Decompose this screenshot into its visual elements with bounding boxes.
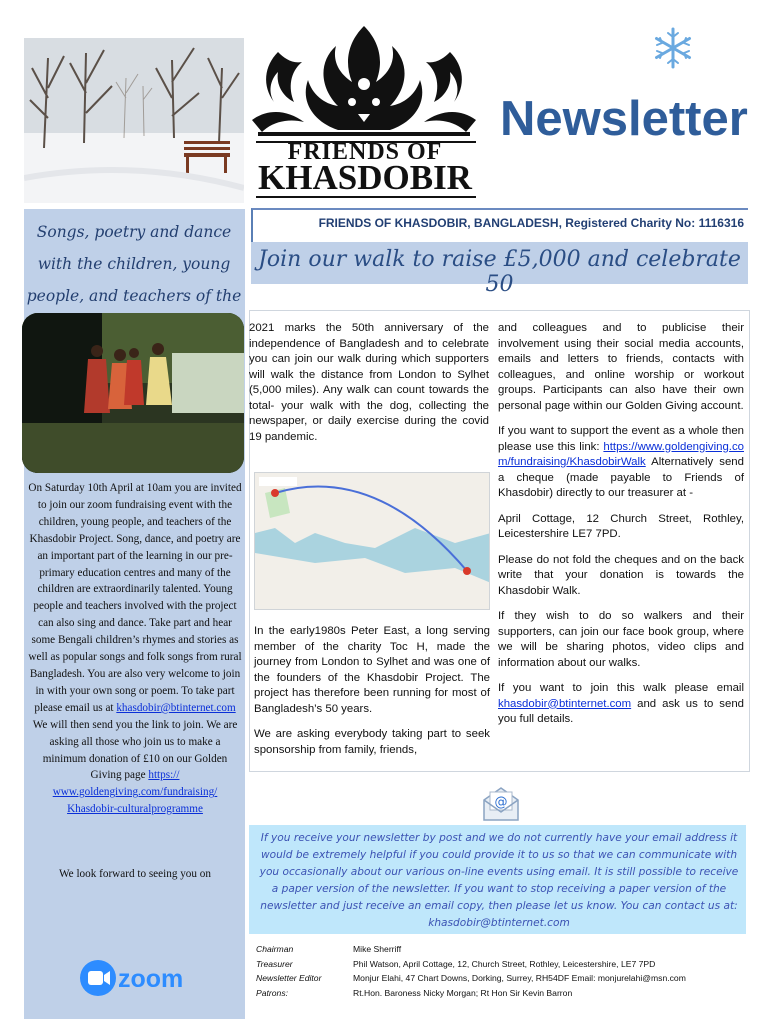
svg-text:@: @ (494, 795, 508, 810)
officer-role: Newsletter Editor (256, 973, 322, 983)
article-paragraph: In the early1980s Peter East, a long serving member of the charity Toc H, made the journey from London to Sylhet and was one of the founders of the Khasdobir Project. The project has therefore been running for most of Bangladesh’s 50 years. (254, 625, 490, 715)
officer-row (256, 957, 746, 972)
officer-name: Mike Sherriff (353, 944, 402, 954)
email-notice-text: If you receive your newsletter by post and we do not currently have your email address it would be extremely helpful if you could provide it to us so that we can communicate with you occasionally about our various on-line events using email. It is still possible to receive a paper version of the newsletter. If you want to stop receiving a paper version of the newsletter and just receive an email copy, then please let us know. You can contact us at: khasdobir@btinternet.com (259, 832, 739, 930)
golden-giving-link-part2[interactable]: www.goldengiving.com/fundraising/ (52, 786, 218, 799)
officer-row (256, 942, 746, 957)
article-column-left-top (249, 321, 489, 455)
officer-role: Patrons: (256, 987, 289, 998)
article-paragraph: Please do not fold the cheques and on the back write that your donation is towards the Khasdobir Walk. (498, 553, 744, 597)
join-text: If you want to join this walk please email (498, 682, 744, 694)
article-paragraph (498, 424, 744, 502)
officer-name: Phil Watson, April Cottage, 12, Church Street, Rothley, Leicestershire, LE7 7PD (353, 958, 656, 969)
email-icon (478, 784, 524, 824)
cheque-text: Alternatively send a cheque (made payable to Friends of Khasdobir) directly to our treasurer at - (498, 456, 744, 499)
golden-giving-link-part1[interactable]: https:// (148, 769, 180, 782)
logo-text-khasdobir: KHASDOBIR (258, 158, 472, 197)
left-event-text (28, 480, 242, 818)
left-body-part1: On Saturday 10th April at 10am you are invited to join our zoom fundraising event with the children, young people, and teachers of the Khasdobir Project. Song, dance, and poetry are an important part of the learning in our pre-primary education centres and many of the children are extraordinarily talented. Young people and teachers involved with the project can also sing and dance. Take part and hear some Bengali children’s rhymes and stories as well as popular songs and folk songs from rural Bangladesh. You are also very welcome to join in with your own song or poem. To take part please email us at (28, 482, 242, 714)
treasurer-address: April Cottage, 12 Church Street, Rothley, Leicestershire LE7 7PD. (498, 512, 744, 540)
left-body-part2: We will then send you the link to join. We are asking all those who join us to make a minimum donation of £10 on our Golden Giving page (32, 718, 238, 782)
zoom-logo (78, 958, 196, 998)
article-paragraph: 2021 marks the 50th anniversary of the independence of Bangladesh and to celebrate you can join our walk during which supporters will walk the distance from London to Sylhet (5,000 miles). Any walk can count towards the total- your walk with the dog, collecting the newspaper, or daily exercise during the covid 19 pandemic. (249, 322, 489, 443)
newsletter-title: Newsletter (500, 92, 748, 146)
children-dancing-photo (22, 313, 244, 473)
officer-role: Chairman (256, 944, 294, 954)
left-heading: Songs, poetry and dance with the children, young people, and teachers of the (26, 223, 242, 305)
join-email-link[interactable]: khasdobir@btinternet.com (498, 697, 632, 710)
officers-list (256, 942, 746, 1000)
snowflake-icon (651, 26, 695, 70)
charity-registration: FRIENDS OF KHASDOBIR, BANGLADESH, Registered Charity No: 1116316 (318, 216, 744, 230)
officer-row (256, 971, 746, 986)
article-paragraph: and colleagues and to publicise their involvement using their social media accounts, emails and letters to friends, contacts with colleagues, and online worship or workout groups. Participants can also have their own personal page within our Golden Giving account. (498, 322, 744, 412)
join-text-end: and ask us to send you full details. (498, 697, 744, 725)
zoom-logo-text: zoom (118, 965, 184, 993)
route-map-image (254, 472, 490, 610)
officer-name: Monjur Elahi, 47 Chart Downs, Dorking, Surrey, RH54DF Email: monjurelahi@msn.com (353, 973, 686, 983)
support-text: If you want to support the event as a whole then please use this link: (498, 425, 744, 453)
article-paragraph: We are asking everybody taking part to seek sponsorship from family, friends, (254, 728, 490, 756)
article-column-right (498, 321, 744, 738)
article-paragraph: If they wish to do so walkers and their supporters, can join our face book group, where we will be sharing photos, video clips and information about our walks. (498, 610, 744, 669)
left-closing-text: We look forward to seeing you on (59, 868, 211, 880)
headline-text: Join our walk to raise £5,000 and celebrate 50 (258, 247, 741, 297)
article-paragraph (498, 681, 744, 728)
golden-giving-link-part3[interactable]: Khasdobir-culturalprogramme (67, 803, 203, 816)
article-column-left-bottom (254, 624, 490, 768)
officer-name: Rt.Hon. Baroness Nicky Morgan; Rt Hon Sir Kevin Barron (353, 987, 573, 998)
winter-park-photo (24, 38, 244, 203)
logo-text-friends-of: FRIENDS OF (287, 139, 443, 165)
officer-row (256, 986, 746, 1001)
left-email-link[interactable]: khasdobir@btinternet.com (116, 701, 236, 714)
logo-rule-bottom (256, 196, 476, 198)
khasdobir-walk-link[interactable]: https://www.goldengiving.com/fundraising/KhasdobirWalk (498, 440, 744, 468)
officer-role: Treasurer (256, 958, 293, 969)
